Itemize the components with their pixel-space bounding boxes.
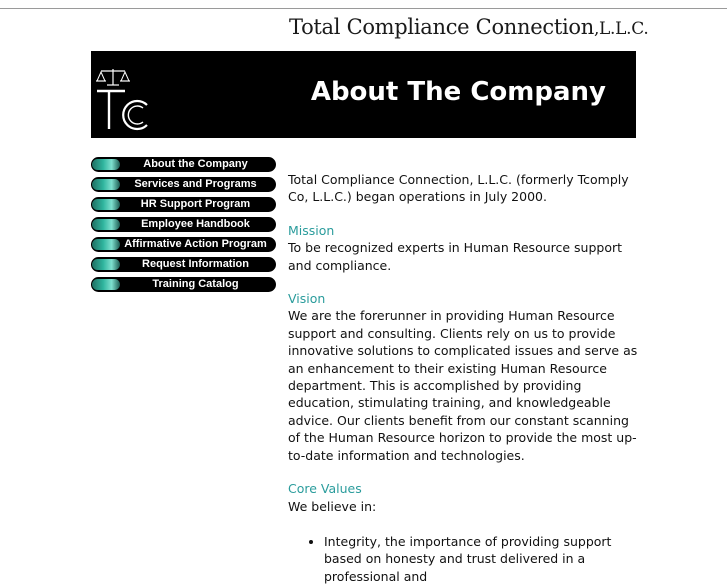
nav-item-label: About the Company [143, 158, 248, 170]
nav-pill-icon [92, 159, 120, 170]
nav-item-label: Services and Programs [134, 178, 257, 190]
nav-pill-icon [92, 279, 120, 290]
core-values-heading: Core Values [288, 481, 362, 497]
mission-heading: Mission [288, 222, 335, 238]
nav-pill-icon [92, 179, 120, 190]
nav-item-label: HR Support Program [140, 198, 251, 210]
core-values-list [288, 533, 638, 585]
nav-item-affirmative-action-program[interactable] [91, 237, 276, 252]
nav-pill-icon [92, 199, 120, 210]
page-banner [91, 51, 636, 138]
nav-item-services-and-programs[interactable] [91, 177, 276, 192]
nav-pill-icon [92, 239, 120, 250]
core-values-intro: We believe in: [288, 498, 377, 514]
company-name-text: Total Compliance Connection [289, 15, 594, 39]
nav-pill-icon [92, 259, 120, 270]
top-divider [0, 8, 727, 9]
nav-item-label: Employee Handbook [141, 218, 250, 230]
vision-text: We are the forerunner in providing Human Resource support and consulting. Clients rely on us to provide innovative solutions to complicated issues and serve as an enhancement to their existing Human Resource department. This is accomplished by providing education, stimulating training, and knowledgeable advice. Our clients benefit from our constant scanning of the Human Resource horizon to provide the most up-to-date information and technologies. [288, 308, 638, 463]
sidebar-nav [91, 157, 276, 297]
vision-heading: Vision [288, 291, 326, 307]
nav-item-about-the-company[interactable] [91, 157, 276, 172]
mission-text: To be recognized experts in Human Resource support and compliance. [288, 240, 623, 273]
nav-item-employee-handbook[interactable] [91, 217, 276, 232]
company-name-header [289, 15, 648, 39]
main-content [288, 171, 638, 585]
nav-item-label: Training Catalog [152, 278, 239, 290]
nav-item-label: Affirmative Action Program [124, 238, 267, 250]
nav-item-training-catalog[interactable] [91, 277, 276, 292]
nav-item-label: Request Information [142, 258, 249, 270]
page-title: About The Company [310, 77, 606, 107]
nav-item-hr-support-program[interactable] [91, 197, 276, 212]
company-name-suffix: ,L.L.C. [593, 19, 649, 39]
nav-pill-icon [92, 219, 120, 230]
intro-paragraph: Total Compliance Connection, L.L.C. (formerly Tcomply Co, L.L.C.) began operations in July 2000. [288, 172, 629, 205]
tc-scales-logo-icon [95, 65, 155, 131]
nav-item-request-information[interactable] [91, 257, 276, 272]
list-item: • Integrity, the importance of providing support based on honesty and trust delivered in a professional and [324, 533, 638, 585]
